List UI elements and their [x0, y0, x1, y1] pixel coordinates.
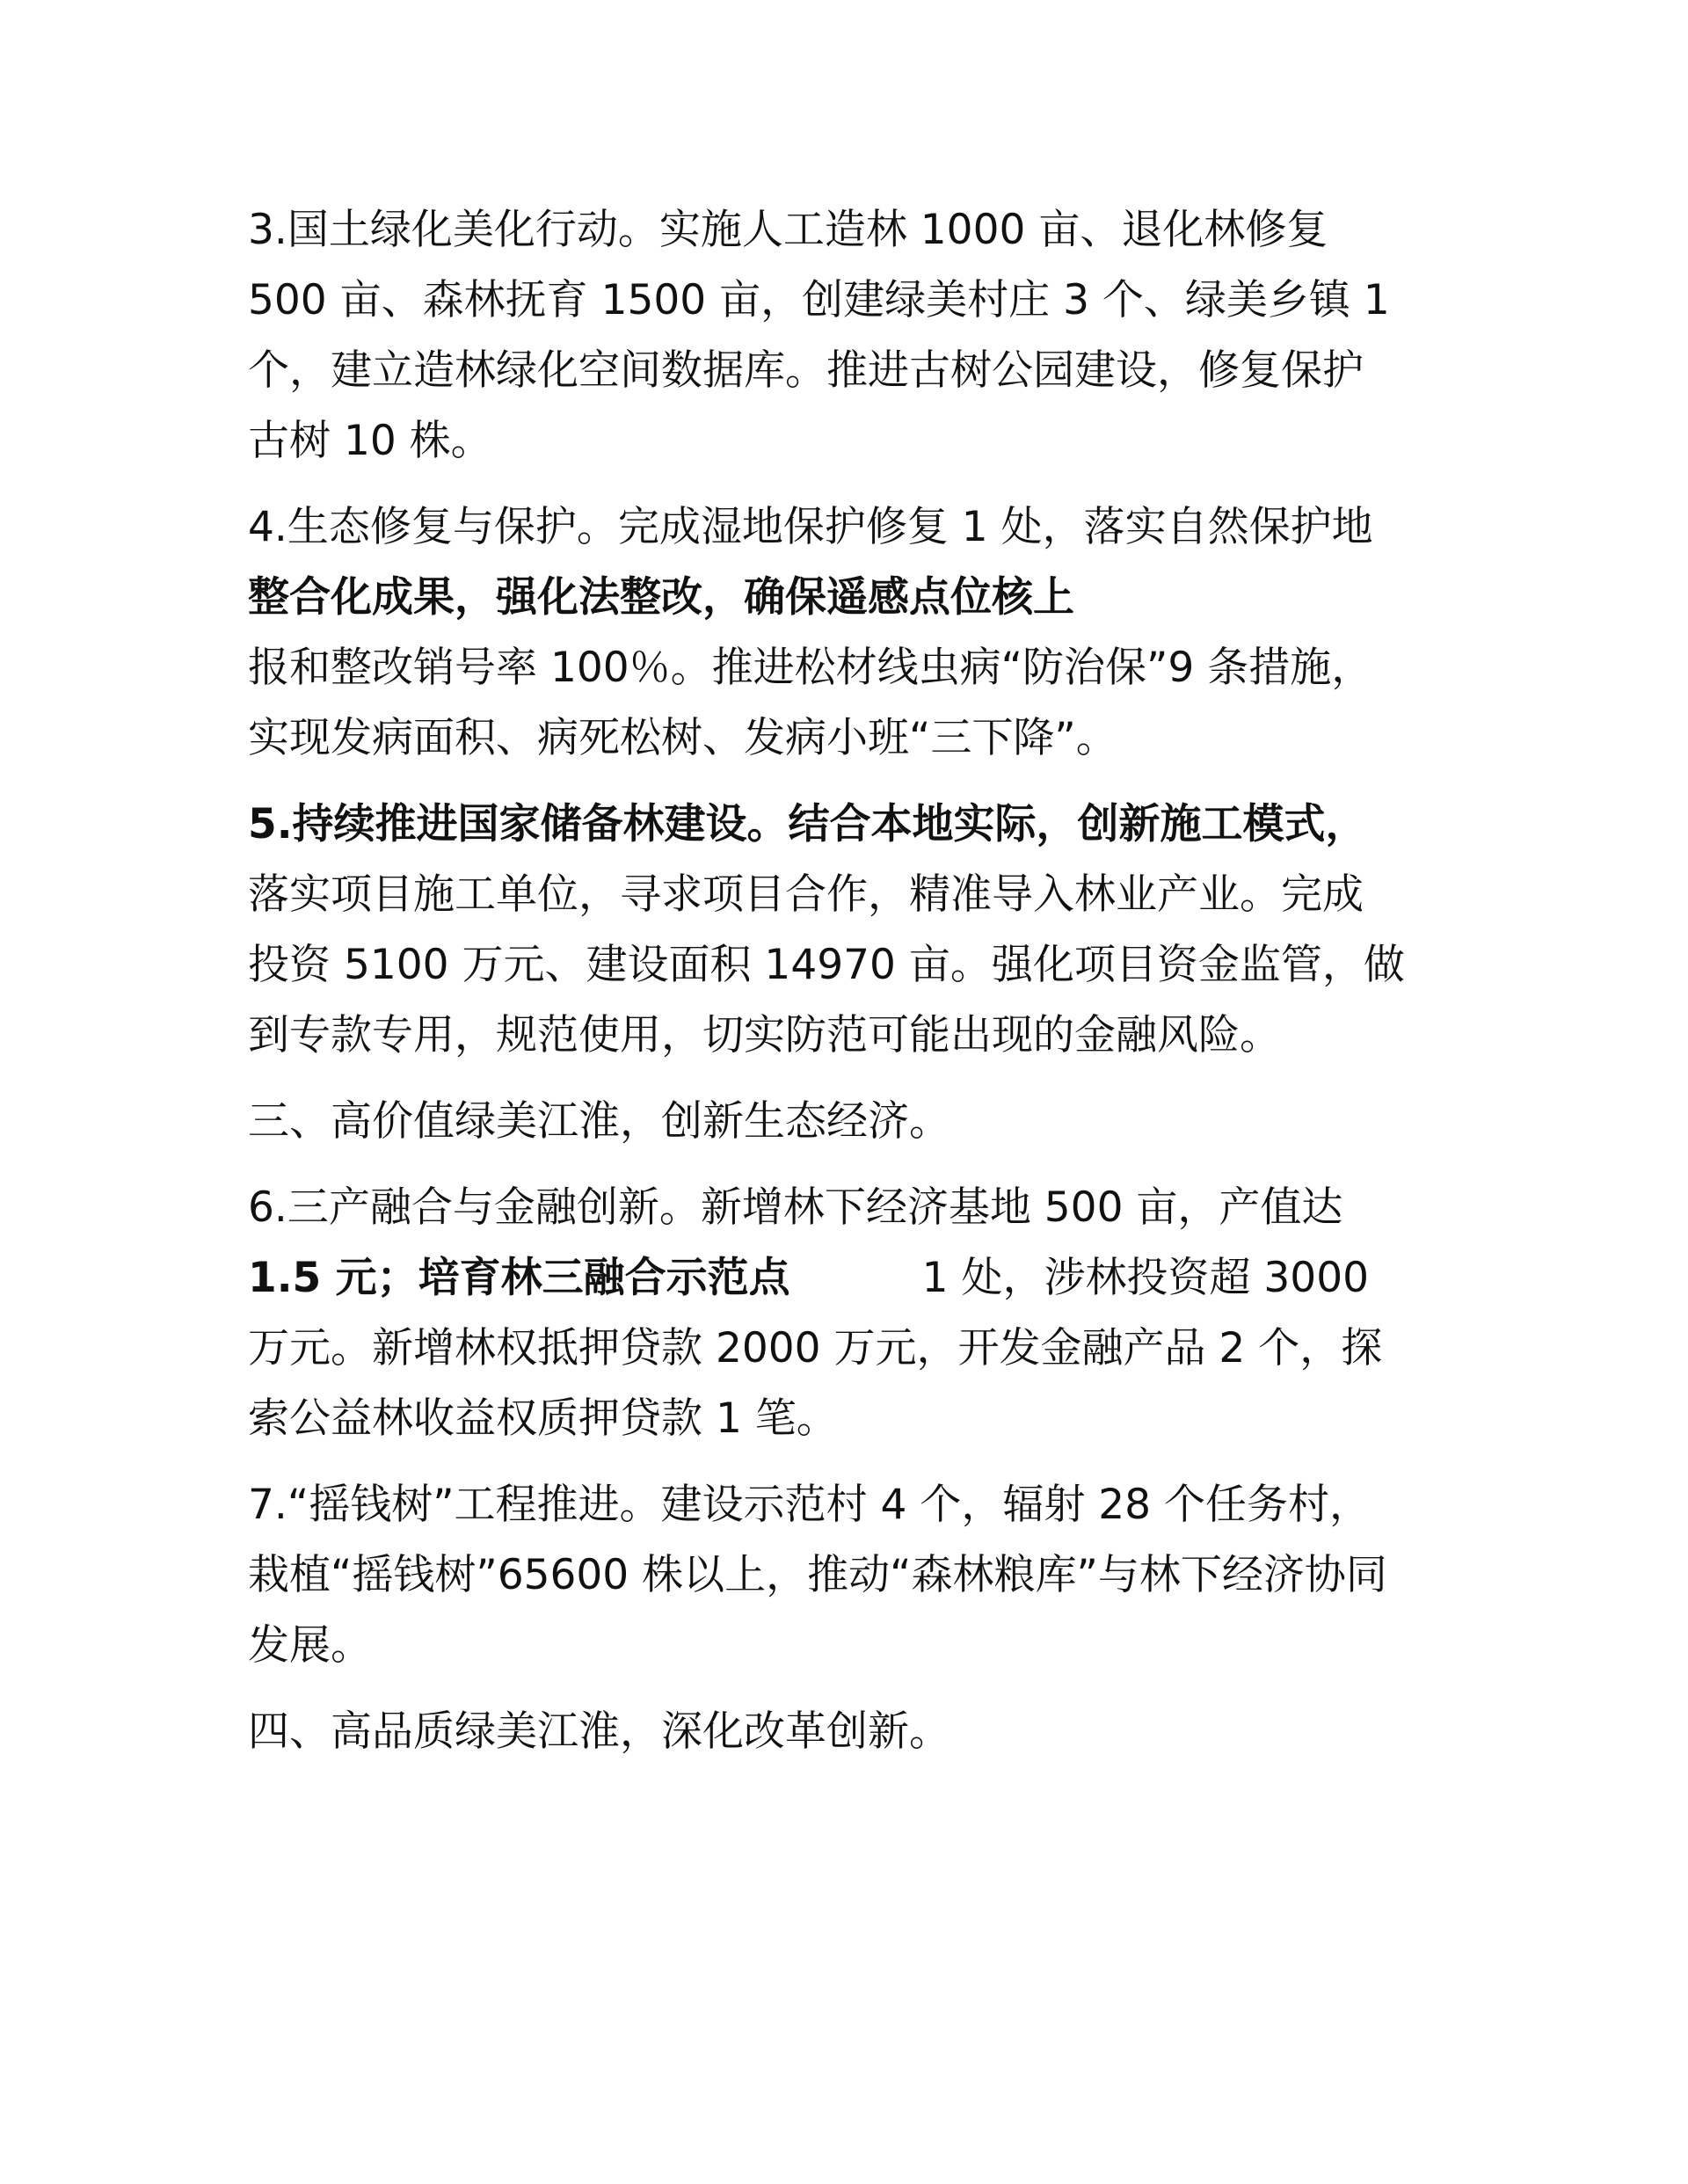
text-line: 古树 10 株。 — [248, 417, 492, 465]
text-line: 栽植“摇钱树”65600 株以上，推动“森林粮库”与林下经济协同 — [248, 1551, 1387, 1599]
text-line: 万元。新增林权抵押贷款 2000 万元，开发金融产品 2 个，探 — [248, 1324, 1383, 1372]
text-line: 发展。 — [248, 1621, 372, 1670]
text-line: 落实项目施工单位，寻求项目合作，精准导入林业产业。完成 — [248, 870, 1364, 919]
text-line: 投资 5100 万元、建设面积 14970 亩。强化项目资金监管，做 — [248, 941, 1405, 989]
paragraph-6-industry-finance — [248, 1173, 1444, 1454]
text-segment: 1.5 元；培育林三融合示范点 — [248, 1254, 790, 1302]
text-line: 7.“摇钱树”工程推进。建设示范村 4 个，辐射 28 个任务村， — [248, 1481, 1372, 1529]
text-line: 到专款专用，规范使用，切实防范可能出现的金融风险。 — [248, 1011, 1281, 1059]
section-heading-3 — [248, 1087, 1444, 1157]
paragraph-3-greening-action — [248, 195, 1444, 477]
text-segment: 1 处，涉林投资超 3000 — [921, 1254, 1370, 1302]
text-line: 5.持续推进国家储备林建设。结合本地实际，创新施工模式， — [248, 800, 1367, 848]
text-line: 索公益林收益权质押贷款 1 笔。 — [248, 1394, 838, 1443]
text-line: 四、高品质绿美江淮，深化改革创新。 — [248, 1707, 950, 1756]
paragraph-5-national-reserve-forest — [248, 790, 1444, 1071]
text-line: 三、高价值绿美江淮，创新生态经济。 — [248, 1097, 950, 1146]
text-line: 整合化成果，强化法整改，确保遥感点位核上 — [248, 573, 1074, 622]
paragraph-4-ecological-restoration — [248, 492, 1444, 774]
text-line: 3.国土绿化美化行动。实施人工造林 1000 亩、退化林修复 — [248, 206, 1328, 254]
text-line: 6.三产融合与金融创新。新增林下经济基地 500 亩，产值达 — [248, 1183, 1343, 1232]
text-line: 个，建立造林绿化空间数据库。推进古树公园建设，修复保护 — [248, 346, 1364, 395]
text-line: 500 亩、森林抚育 1500 亩，创建绿美村庄 3 个、绿美乡镇 1 — [248, 276, 1390, 324]
paragraph-7-money-tree-project — [248, 1470, 1444, 1681]
text-line-split — [248, 1243, 1444, 1314]
text-line: 报和整改销号率 100％。推进松材线虫病“防治保”9 条措施， — [248, 644, 1373, 692]
section-heading-4 — [248, 1697, 1444, 1767]
text-line: 实现发病面积、病死松树、发病小班“三下降”。 — [248, 714, 1117, 762]
document-body — [248, 195, 1444, 1783]
text-line: 4.生态修复与保护。完成湿地保护修复 1 处，落实自然保护地 — [248, 503, 1373, 551]
